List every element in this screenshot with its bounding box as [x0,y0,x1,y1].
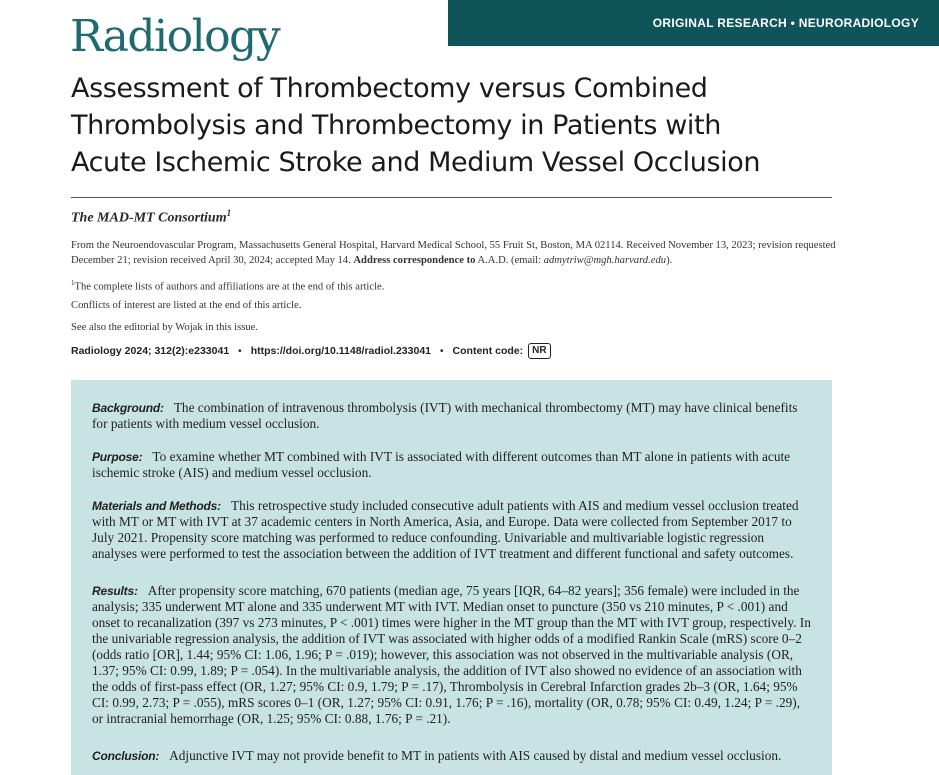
conclusion-text: Adjunctive IVT may not provide benefit to MT in patients with AIS caused by distal and medium vessel occlusion. [169,748,782,763]
methods-label: Materials and Methods: [92,499,221,513]
bullet-separator: • [440,345,444,357]
footnote-conflicts: Conflicts of interest are listed at the end of this article. [71,300,302,311]
author-footnote-marker: 1 [226,208,232,218]
footnote-marker: 1 [71,279,75,287]
affiliation-note [71,238,841,268]
methods-text: This retrospective study included consecutive adult patients with AIS and medium vessel occlusion treated with MT or MT with IVT at 37 academic centers in North America, Asia, and Europe. Data were collected from September 2017 to July 2021. Propensity score matching was performed to reduce confounding. Univariable and multivariable logistic regression analyses were performed to test the association between the addition of IVT treatment and different functional and safety outcomes. [92,498,799,561]
background-label: Background: [92,401,164,415]
abstract-results [92,583,812,727]
results-text: After propensity score matching, 670 patients (median age, 75 years [IQR, 64–82 years]; 356 female) were included in the analysis; 335 underwent MT alone and 335 underwent MT with IVT. Median onset to puncture (350 vs 210 minutes, P < .001) and onset to recanalization (397 vs 273 minutes, P < .001) times were higher in the MT group than the MT with IVT group, respectively. In the univariable regression analysis, the addition of IVT was associated with higher odds of a modified Rankin Scale (mRS) score 0–2 (odds ratio [OR], 1.44; 95% CI: 1.06, 1.96; P = .019); however, this association was not observed in the multivariable analysis (OR, 1.37; 95% CI: 0.99, 1.89; P = .054). In the multivariable analysis, the addition of IVT also showed no evidence of an association with the odds of first-pass effect (OR, 1.27; 95% CI: 0.9, 1.79; P = .17), Thrombolysis in Cerebral Infarction grades 2b–3 (OR, 1.64; 95% CI: 0.99, 2.73; P = .055), mRS scores 0–1 (OR, 1.27; 95% CI: 0.91, 1.76; P = .16), mortality (OR, 0.78; 95% CI: 0.49, 1.24; P = .29), or intracranial hemorrhage (OR, 1.25; 95% CI: 0.88, 1.76; P = .21). [92,583,811,726]
abstract-box [71,380,832,775]
author-name[interactable]: The MAD-MT Consortium [71,210,227,226]
purpose-text: To examine whether MT combined with IVT is associated with different outcomes than MT alone in patients with acute ischemic stroke (AIS) and medium vessel occlusion. [92,449,791,480]
article-category-banner: ORIGINAL RESEARCH • NEURORADIOLOGY [448,0,939,46]
abstract-purpose [92,449,812,481]
abstract-conclusion [92,748,812,764]
doi-link[interactable]: https://doi.org/10.1148/radiol.233041 [250,345,432,357]
purpose-label: Purpose: [92,450,143,464]
citation-reference: Radiology 2024; 312(2):e233041 [71,345,230,357]
abstract-background [92,400,812,432]
article-title: Assessment of Thrombectomy versus Combined Thrombolysis and Thrombectomy in Patients with Acute Ischemic Stroke and Medium Vessel Occlusion [71,73,761,178]
author-byline[interactable] [71,208,231,227]
citation-line [71,343,551,359]
bullet-separator: • [238,345,242,357]
correspondence-name: A.A.D. (email: [475,255,544,266]
affiliation-text: From the Neuroendovascular Program, Massachusetts General Hospital, Harvard Medical School, 55 Fruit St, Boston, MA 02114. Received November 13, 2023; revision requested December 21; revision received April 30, 2024; accepted May 14. [71,240,836,266]
footnote-editorial[interactable]: See also the editorial by Wojak in this issue. [71,322,258,333]
title-divider [71,197,832,198]
correspondence-end: ). [666,255,673,266]
footnote-authors-text: The complete lists of authors and affiliations are at the end of this article. [74,281,385,293]
content-code-label: Content code: [452,345,524,357]
background-text: The combination of intravenous thrombolysis (IVT) with mechanical thrombectomy (MT) may have clinical benefits for patients with medium vessel occlusion. [92,400,798,431]
content-code-badge: NR [528,343,550,359]
correspondence-email[interactable]: admytriw@mgh.harvard.edu [543,255,667,266]
footnote-authors [71,276,841,295]
conclusion-label: Conclusion: [92,749,160,763]
correspondence-label: Address correspondence to [353,255,476,266]
journal-logo[interactable]: Radiology [70,11,280,62]
abstract-methods [92,498,812,562]
results-label: Results: [92,584,138,598]
